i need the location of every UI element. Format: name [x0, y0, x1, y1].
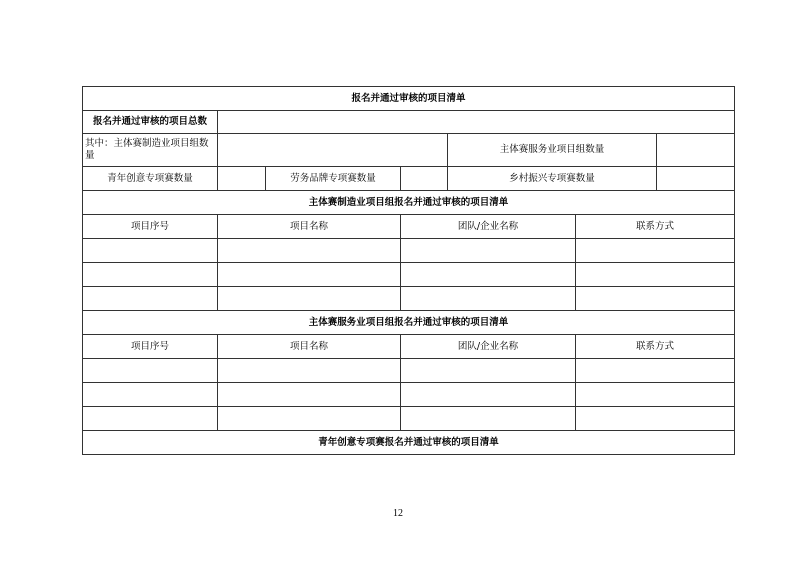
page-number: 12	[393, 508, 403, 519]
section-title: 主体赛服务业项目组报名并通过审核的项目清单	[83, 311, 735, 335]
table-row	[83, 407, 735, 431]
manufacturing-count-cell	[218, 134, 448, 167]
table-cell	[218, 263, 401, 287]
table-cell	[401, 407, 576, 431]
table-cell	[401, 359, 576, 383]
labor-count-label: 劳务品牌专项赛数量	[266, 167, 401, 191]
column-header: 项目名称	[218, 215, 401, 239]
table-cell	[83, 287, 218, 311]
table-cell	[218, 407, 401, 431]
table-row	[83, 359, 735, 383]
service-count-cell	[657, 134, 735, 167]
table-cell	[576, 287, 735, 311]
rural-count-label: 乡村振兴专项赛数量	[448, 167, 657, 191]
table-cell	[576, 239, 735, 263]
table-cell	[401, 383, 576, 407]
table-cell	[218, 359, 401, 383]
labor-count-cell	[401, 167, 448, 191]
table-row	[83, 239, 735, 263]
manufacturing-count-label: 其中：主体赛制造业项目组数量	[83, 134, 218, 167]
table-cell	[576, 359, 735, 383]
table-cell	[83, 383, 218, 407]
table-cell	[218, 383, 401, 407]
table-cell	[576, 383, 735, 407]
column-header: 联系方式	[576, 335, 735, 359]
column-header: 项目序号	[83, 215, 218, 239]
rural-count-cell	[657, 167, 735, 191]
total-value-cell	[218, 111, 735, 134]
table-cell	[83, 407, 218, 431]
column-header: 项目名称	[218, 335, 401, 359]
table-cell	[83, 263, 218, 287]
youth-count-cell	[218, 167, 266, 191]
total-label: 报名并通过审核的项目总数	[83, 111, 218, 134]
table-row	[83, 287, 735, 311]
table-cell	[218, 287, 401, 311]
column-header: 联系方式	[576, 215, 735, 239]
table-cell	[83, 359, 218, 383]
project-list-table	[82, 86, 735, 455]
column-header: 团队/企业名称	[401, 215, 576, 239]
column-header: 团队/企业名称	[401, 335, 576, 359]
table-cell	[401, 263, 576, 287]
table-cell	[401, 239, 576, 263]
section-title: 青年创意专项赛报名并通过审核的项目清单	[83, 431, 735, 455]
column-header: 项目序号	[83, 335, 218, 359]
table-row	[83, 383, 735, 407]
table-title: 报名并通过审核的项目清单	[83, 87, 735, 111]
table-cell	[576, 263, 735, 287]
youth-count-label: 青年创意专项赛数量	[83, 167, 218, 191]
table-cell	[218, 239, 401, 263]
table-cell	[576, 407, 735, 431]
table-cell	[83, 239, 218, 263]
table-row	[83, 263, 735, 287]
service-count-label: 主体赛服务业项目组数量	[448, 134, 657, 167]
section-title: 主体赛制造业项目组报名并通过审核的项目清单	[83, 191, 735, 215]
table-cell	[401, 287, 576, 311]
